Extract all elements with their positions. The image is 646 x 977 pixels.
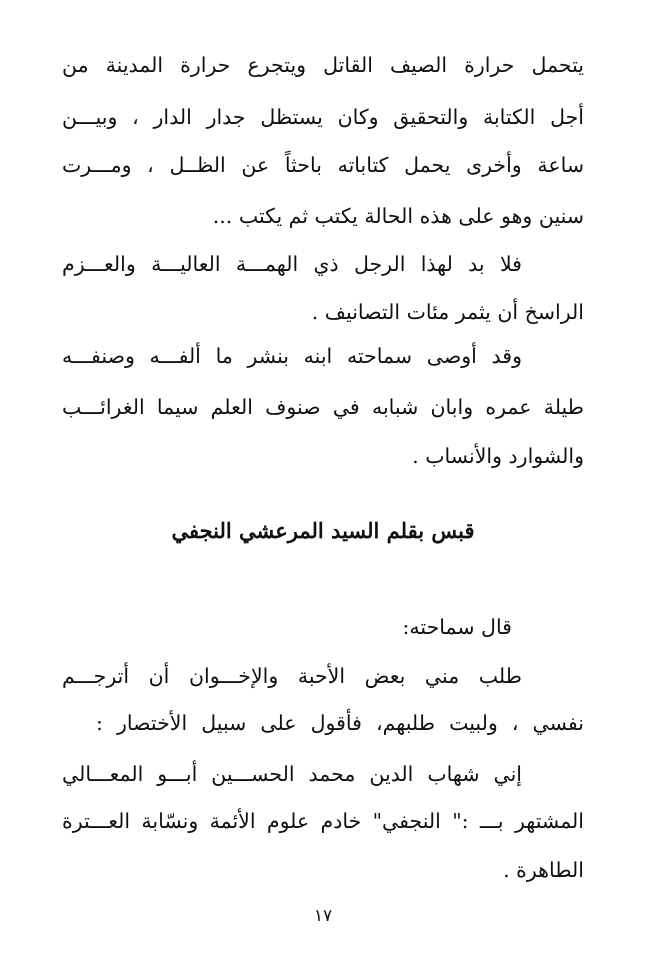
text-line: المشتهر بـــ :" النجفي" خادم علوم الأئمة ونسّابة العـــترة — [62, 809, 584, 833]
text-line: ساعة وأخرى يحمل كتاباته باحثاً عن الظــل ، ومـــرت — [62, 153, 584, 177]
text-line: نفسي ، ولبيت طلبهم، فأقول على سبيل الأختصار : — [96, 711, 584, 735]
text-line: إني شهاب الدين محمد الحســـين أبـــو المعـــالي — [62, 762, 522, 786]
section-heading: قبس بقلم السيد المرعشي النجفي — [171, 518, 475, 543]
text-line: طيلة عمره وابان شبابه في صنوف العلم سيما الغرائـــب — [62, 395, 584, 419]
text-line: الراسخ أن يثمر مئات التصانيف . — [311, 300, 584, 324]
text-line: وقد أوصى سماحته ابنه بنشر ما ألفـــه وصنفـــه — [62, 344, 522, 368]
text-line: الطاهرة . — [503, 858, 584, 882]
text-line: سنين وهو على هذه الحالة يكتب ثم يكتب ... — [212, 204, 584, 228]
text-line: طلب مني بعض الأحبة والإخـــوان أن أترجـــم — [62, 664, 522, 688]
text-line: يتحمل حرارة الصيف القاتل ويتجرع حرارة المدينة من — [62, 53, 584, 77]
page-number: ١٧ — [313, 906, 333, 926]
text-line: والشوارد والأنساب . — [412, 444, 584, 468]
text-line: فلا بد لهذا الرجل ذي الهمـــة العاليـــة والعـــزم — [62, 252, 522, 276]
quote-intro: قال سماحته: — [402, 615, 512, 639]
text-line: أجل الكتابة والتحقيق وكان يستظل جدار الدار ، وبيـــن — [62, 105, 584, 129]
